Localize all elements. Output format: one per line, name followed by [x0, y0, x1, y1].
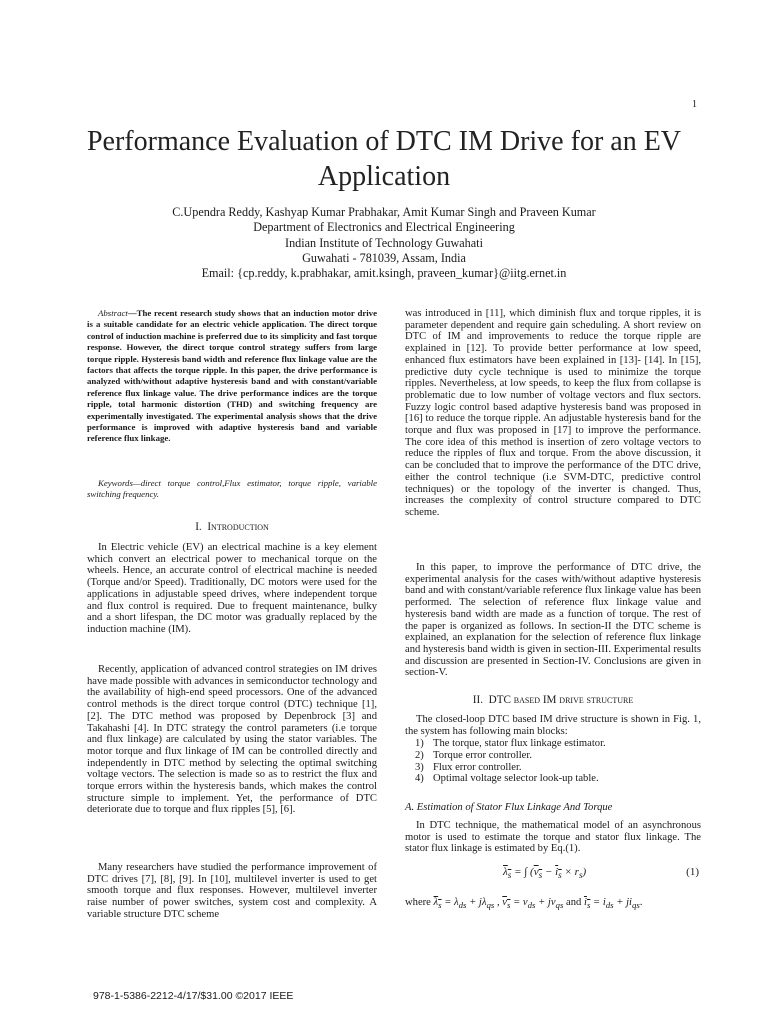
section-number: I.	[195, 521, 202, 533]
paragraph-text: In DTC technique, the mathematical model of an asynchronous motor is used to estimate the torque and stator flux linkage. The stator flux linkage is estimated by Eq.(1).	[405, 820, 701, 855]
list-item: 4) Optimal voltage selector look-up table.	[415, 773, 599, 785]
author-email: Email: {cp.reddy, k.prabhakar, amit.ksingh, praveen_kumar}@iitg.ernet.in	[201, 266, 567, 281]
paper-title: Performance Evaluation of DTC IM Drive for an EV Application	[86, 126, 682, 192]
page-number: 1	[692, 99, 697, 110]
author-block	[60, 205, 708, 281]
paragraph-text: Recently, application of advanced control strategies on IM drives have made possible with advances in semiconductor technology and the availability of high-end speed processors. One of the advanced control methods is the direct torque control (DTC) technique [1], [2]. The DTC method was proposed by Depenbrock [3] and Takahashi [4]. In DTC strategy the control parameters (i.e torque and flux linkage) are calculated by using the stator variables. The motor torque and flux linkage of IM can be controlled directly and independently in DTC method by selecting the optimal switching voltage vectors. The selection is made so as to restrict the flux and torque errors within the hysteresis bands, which makes the control structure simple to implement. Yet, the performance of DTC deteriorate due to torque and flux ripples [5], [6].	[87, 664, 377, 816]
list-item: 3) Flux error controller.	[415, 761, 522, 773]
section-title-rest: based IM drive structure	[513, 694, 634, 706]
abstract-text: —The recent research study shows that an induction motor drive is a suitable candidate for an electric vehicle application. The direct torque control of induction machine is preferred due to its simplicity and fast torque response. However, the direct torque control strategy suffers from large torque ripple. Hysteresis band width and reference flux linkage value are the factors that affects the torque ripple. In this paper, the drive performance is analyzed with/without adaptive hysteresis band and with constant/variable reference flux linkage value. The drive performance indices are the torque ripple, total harmonic distortion (THD) and switching frequency are experimentally investigated. The experimental analysis shows that the drive performance is improved with adaptive hysteresis band and variable reference flux linkage.	[87, 308, 377, 444]
keywords-lead: Keywords	[98, 478, 133, 488]
intro-paragraph-1	[87, 542, 377, 636]
subsection-heading: A. Estimation of Stator Flux Linkage And Torque	[405, 802, 613, 813]
author-department: Department of Electronics and Electrical Engineering	[253, 220, 515, 235]
equation-body: $\lambda_s$ = ∫ $(v_s - i_s \times r_s)$	[503, 866, 587, 881]
section-heading-dtc	[405, 694, 701, 706]
intro-paragraph-3	[87, 862, 377, 921]
equation-number: (1)	[686, 866, 699, 878]
right-paragraph-1	[405, 308, 701, 519]
paragraph-text: Many researchers have studied the performance improvement of DTC drives [7], [8], [9]. In [10], multilevel inverter is used to get smooth torque and flux responses. However, multilevel inverter raise number of power switches, system cost and complexity. A variable structure DTC scheme	[87, 862, 377, 920]
right-paragraph-2	[405, 562, 701, 679]
author-names: C.Upendra Reddy, Kashyap Kumar Prabhakar, Amit Kumar Singh and Praveen Kumar	[172, 205, 596, 219]
abstract-lead: Abstract	[98, 308, 128, 318]
section-title: Introduction	[207, 521, 269, 533]
paragraph-text: In this paper, to improve the performance of DTC drive, the experimental analysis for the cases with/without adaptive hysteresis band and with constant/variable reference flux linkage value has been performed. The selection of reference flux linkage value and hysteresis band width are made as a function of torque. The rest of the paper is organized as follows. In section-II the DTC scheme is explained, an explanation for the selection of reference flux linkage and hysteresis band width is given in section-III. Experimental results and discussion are presented in Section-IV. Conclusions are given in section-V.	[405, 562, 701, 679]
paragraph-text: The closed-loop DTC based IM drive structure is shown in Fig. 1, the system has following main blocks:	[405, 714, 701, 737]
copyright-footer: 978-1-5386-2212-4/17/$31.00 ©2017 IEEE	[93, 990, 294, 1002]
abstract	[87, 308, 377, 445]
subsection-paragraph	[405, 820, 701, 855]
author-address: Guwahati - 781039, Assam, India	[302, 250, 466, 265]
list-item: 2) Torque error controller.	[415, 749, 532, 761]
dtc-intro	[405, 714, 701, 737]
section-title-dtc: DTC	[488, 694, 511, 706]
paragraph-text: was introduced in [11], which diminish flux and torque ripples, it is parameter dependent and require gain scheduling. A short review on DTC of IM and improvements to reduce the torque ripple are explained in [12]. To provide better performance at low speed, enhanced flux estimators have been explained in [13]- [14]. In [15], predictive duty cycle technique is used to minimize the torque ripples. Nevertheless, at low speeds, to keep the flux from collapse is problematic due to low number of voltage vectors and flux sectors. Fuzzy logic control based adaptive hysteresis band was proposed in [16] to reduce the torque ripple. An adjustable hysteresis band for the torque and flux was proposed in [17] to improve the performance. The core idea of this method is insertion of zero voltage vectors to reduce the ripples of flux and torque. From the above discussion, it can be concluded that to improve the performance of the DTC drive, either the control technique (i.e SVM-DTC, predictive control techniques) or the topology of the inverter is changed. Thus, increases the complexity of control structure compared to DTC scheme.	[405, 308, 701, 518]
equation-definitions: where $\lambda_s = \lambda_{ds} + j\lambda_{qs}$ , $v_s = v_{ds} + jv_{qs}$ and $i_s = i_{ds} + ji_{qs}$.	[405, 897, 643, 911]
list-item: 1) The torque, stator flux linkage estimator.	[415, 738, 606, 749]
where-label: where	[405, 897, 431, 908]
keywords-text: —direct torque control,Flux estimator, torque ripple, variable switching frequency.	[87, 478, 377, 500]
keywords	[87, 478, 377, 501]
intro-paragraph-2	[87, 664, 377, 816]
paragraph-text: In Electric vehicle (EV) an electrical machine is a key element which convert an electrical power to mechanical torque on the wheels. Hence, an accurate control of electrical machine is needed (Torque and/or Speed). Traditionally, DC motors were used for the applications in adjustable speed drives, where independent torque and flux control is required. Due to frequent maintenance, bulky and a short lifespan, the DC motor was gradually replaced by the induction machine (IM).	[87, 542, 377, 635]
author-institute: Indian Institute of Technology Guwahati	[285, 235, 483, 250]
section-heading-introduction	[87, 521, 377, 533]
section-number: II.	[472, 694, 484, 706]
block-list	[405, 738, 606, 785]
